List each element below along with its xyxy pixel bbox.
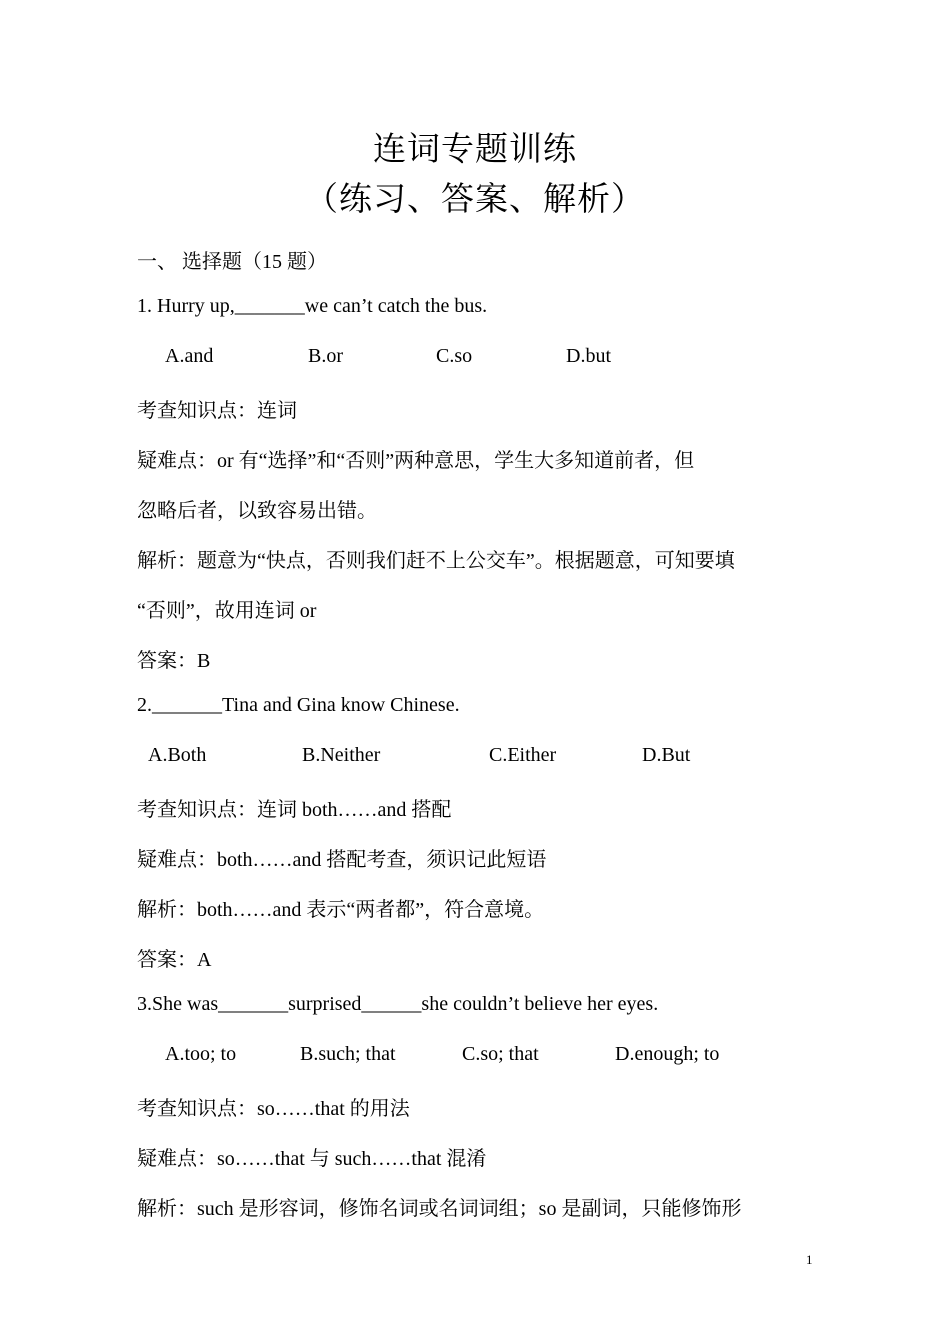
question-1-analysis-line-2: “否则”，故用连词 or — [137, 600, 317, 622]
question-2-knowledge: 考查知识点：连词 both……and 搭配 — [137, 799, 452, 821]
question-3-option-b: B.such; that — [300, 1043, 396, 1065]
question-3-difficulty: 疑难点：so……that 与 such……that 混淆 — [137, 1148, 487, 1170]
question-3-option-d: D.enough; to — [615, 1043, 720, 1065]
question-3-option-a: A.too; to — [165, 1043, 237, 1065]
question-3-option-c: C.so; that — [462, 1043, 539, 1065]
question-1-answer: 答案：B — [137, 650, 211, 672]
question-1-knowledge: 考查知识点：连词 — [137, 400, 297, 422]
question-2-answer: 答案：A — [137, 949, 212, 971]
document-subtitle: （练习、答案、解析） — [305, 182, 645, 218]
question-2-stem: 2._______Tina and Gina know Chinese. — [137, 694, 460, 716]
question-2-analysis: 解析：both……and 表示“两者都”，符合意境。 — [137, 899, 545, 921]
question-1-difficulty-line-2: 忽略后者，以致容易出错。 — [137, 500, 377, 522]
question-1-option-c: C.so — [436, 345, 473, 367]
page-number: 1 — [806, 1252, 813, 1267]
document-title: 连词专题训练 — [373, 132, 577, 168]
section-heading: 一、 选择题（15 题） — [137, 251, 327, 273]
question-1-stem: 1. Hurry up,_______we can’t catch the bus. — [137, 295, 488, 317]
question-1-option-d: D.but — [566, 345, 611, 367]
question-3-knowledge: 考查知识点：so……that 的用法 — [137, 1098, 410, 1120]
question-2-difficulty: 疑难点：both……and 搭配考查，须识记此短语 — [137, 849, 547, 871]
question-2-option-b: B.Neither — [302, 744, 381, 766]
question-3-analysis-line-1: 解析：such 是形容词，修饰名词或名词词组；so 是副词，只能修饰形 — [137, 1198, 742, 1220]
question-1-analysis-line-1: 解析：题意为“快点，否则我们赶不上公交车”。根据题意，可知要填 — [137, 550, 735, 572]
question-1-option-a: A.and — [165, 345, 214, 367]
question-2-option-d: D.But — [642, 744, 691, 766]
question-3-stem: 3.She was_______surprised______she couldn’t believe her eyes. — [137, 993, 659, 1015]
question-2-option-c: C.Either — [489, 744, 557, 766]
question-1-difficulty-line-1: 疑难点：or 有“选择”和“否则”两种意思，学生大多知道前者，但 — [137, 450, 695, 472]
question-1-option-b: B.or — [308, 345, 343, 367]
question-2-option-a: A.Both — [148, 744, 207, 766]
